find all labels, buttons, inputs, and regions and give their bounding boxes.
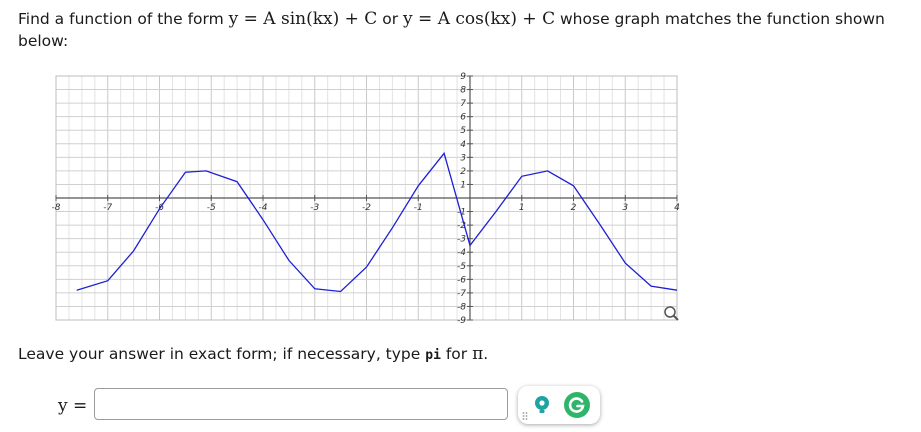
- function-curve: [77, 153, 677, 291]
- instruction-end: .: [483, 345, 489, 363]
- y-tick-label: -8: [457, 302, 466, 313]
- x-tick-label: 2: [570, 203, 577, 213]
- y-tick-label: 6: [460, 112, 466, 123]
- form-sin: y = A sin(kx) + C: [228, 9, 378, 29]
- x-tick-label: 4: [674, 203, 680, 213]
- grammarly-icon: [564, 392, 590, 418]
- y-tick-label: -4: [457, 248, 466, 259]
- y-tick-label: -7: [457, 288, 466, 299]
- tick-labels: [52, 72, 681, 326]
- x-tick-label: -7: [103, 203, 113, 213]
- x-tick-label: 3: [622, 203, 629, 213]
- x-tick-label: -5: [206, 203, 216, 213]
- magnifier-icon[interactable]: [665, 307, 678, 320]
- x-tick-label: -2: [362, 203, 371, 213]
- hint-button[interactable]: [530, 393, 554, 417]
- y-tick-label: 3: [460, 153, 466, 164]
- y-tick-label: -3: [457, 234, 466, 245]
- answer-instruction: [18, 344, 488, 364]
- x-tick-label: -1: [413, 203, 423, 213]
- lightbulb-icon: [530, 393, 554, 417]
- y-tick-label: -6: [457, 275, 466, 286]
- y-tick-label: 1: [460, 180, 466, 191]
- tool-widget: [518, 386, 600, 424]
- question-suffix: whose graph matches the function shown below:: [18, 10, 885, 50]
- instruction-code: pi: [425, 348, 441, 363]
- answer-input[interactable]: [94, 388, 508, 420]
- x-tick-label: -4: [258, 203, 268, 213]
- instruction-for: for: [440, 345, 473, 363]
- y-tick-label: -1: [457, 207, 466, 218]
- y-tick-label: -5: [457, 261, 466, 272]
- x-tick-label: -8: [51, 203, 61, 213]
- question-prefix: Find a function of the form: [18, 10, 229, 28]
- y-tick-label: 2: [460, 166, 466, 177]
- pi-symbol: π: [472, 344, 484, 364]
- y-tick-label: 4: [460, 139, 466, 150]
- x-tick-label: -6: [155, 203, 164, 213]
- y-tick-label: 8: [460, 85, 466, 96]
- grammarly-button[interactable]: [564, 392, 590, 418]
- y-tick-label: -2: [457, 221, 466, 232]
- answer-label: y =: [58, 396, 88, 416]
- drag-handle-icon[interactable]: [522, 411, 528, 421]
- y-tick-label: -9: [457, 316, 466, 326]
- question-or: or: [377, 10, 404, 28]
- y-tick-label: 7: [460, 99, 466, 110]
- instruction-text: Leave your answer in exact form; if necessary, type: [18, 345, 426, 363]
- y-tick-label: 9: [460, 72, 466, 82]
- form-cos: y = A cos(kx) + C: [403, 9, 556, 29]
- x-tick-label: -3: [310, 203, 320, 213]
- y-tick-label: 5: [460, 126, 466, 137]
- x-tick-label: 1: [518, 203, 525, 213]
